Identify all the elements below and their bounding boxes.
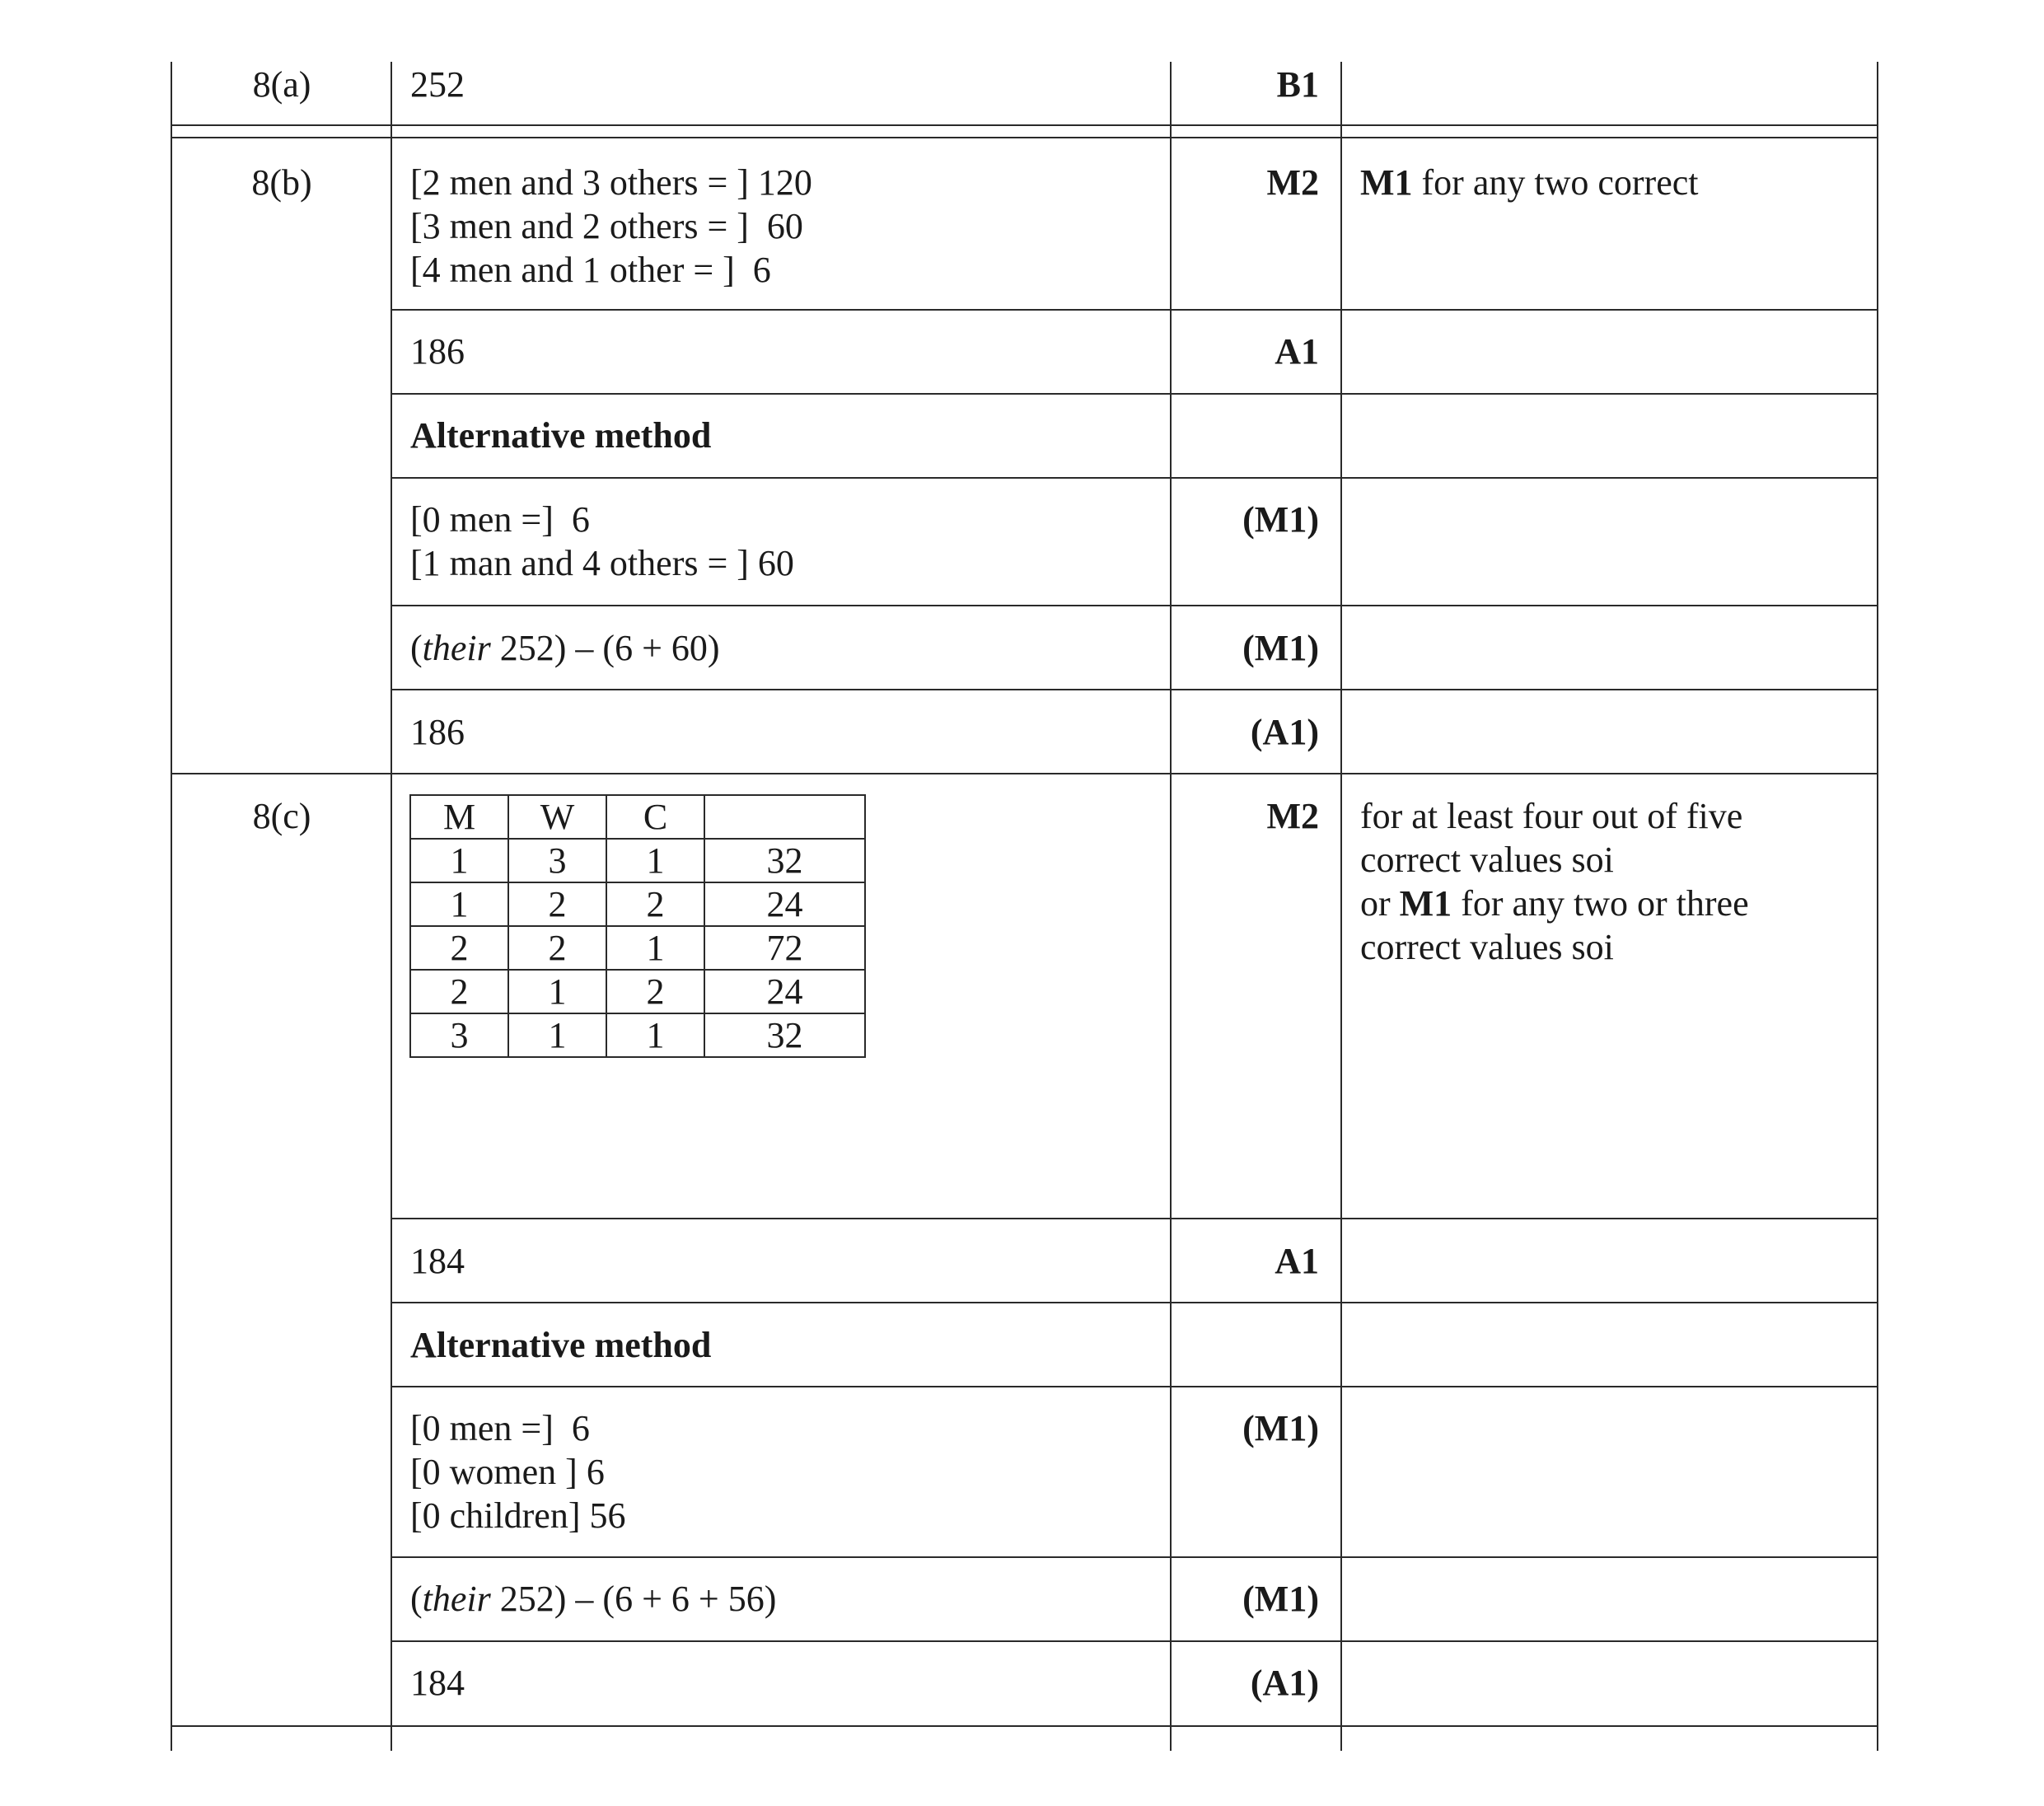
alt-final-8b: 186: [410, 712, 465, 752]
table-row: [410, 1013, 865, 1057]
table-cell: 1: [410, 882, 508, 926]
row-divider: [391, 689, 1878, 690]
alt-mark: (A1): [1250, 1663, 1319, 1703]
guidance-bold: M1: [1360, 162, 1413, 203]
alt-final-8c: 184: [410, 1663, 465, 1703]
question-number-8b: 8(b): [251, 162, 312, 203]
guidance-line: correct values soi: [1360, 927, 1614, 967]
table-cell: 3: [410, 1013, 508, 1057]
column-border-answer: [1170, 62, 1172, 1751]
row-divider-8a-bottom: [171, 137, 1878, 138]
alternative-method-heading: Alternative method: [410, 415, 712, 456]
row-divider: [391, 1556, 1878, 1558]
answer-line: [2 men and 3 others = ] 120: [410, 162, 812, 203]
answer-8a: 252: [410, 64, 465, 105]
table-header-row: [410, 795, 865, 839]
paren: (: [410, 1579, 423, 1619]
table-cell: 72: [704, 926, 865, 970]
row-divider: [391, 1218, 1878, 1219]
mark-8b: M2: [1266, 162, 1319, 203]
column-border-right: [1877, 62, 1878, 1751]
column-border-marks: [1340, 62, 1342, 1751]
row-divider: [391, 1302, 1878, 1303]
table-cell: 1: [606, 1013, 704, 1057]
guidance-text: or: [1360, 883, 1400, 924]
working-text: 252) – (6 + 60): [490, 628, 720, 668]
column-border-question: [391, 62, 392, 1751]
guidance-8b: [1360, 161, 1698, 204]
table-cell: 24: [704, 970, 865, 1013]
table-cell: 2: [508, 882, 606, 926]
header-cell: [704, 795, 865, 839]
row-divider: [391, 605, 1878, 606]
row-divider: [391, 309, 1878, 311]
header-cell: C: [606, 795, 704, 839]
guidance-text: for any two or three: [1452, 883, 1749, 924]
their-word: their: [422, 628, 491, 668]
final-answer-8b: 186: [410, 331, 465, 372]
row-divider: [391, 1640, 1878, 1642]
table-row: [410, 970, 865, 1013]
answer-line: [0 children] 56: [410, 1495, 626, 1536]
table-row: [410, 839, 865, 882]
mark-8c: M2: [1266, 796, 1319, 836]
final-mark-8b: A1: [1275, 331, 1319, 372]
row-divider: [391, 393, 1878, 395]
table-row: [410, 882, 865, 926]
alt-mark: (A1): [1250, 712, 1319, 752]
paren: (: [410, 628, 423, 668]
guidance-line: for at least four out of five: [1360, 796, 1743, 836]
final-answer-8c: 184: [410, 1241, 465, 1281]
alternative-method-heading: Alternative method: [410, 1325, 712, 1365]
guidance-bold: M1: [1399, 883, 1452, 924]
table-cell: 2: [410, 970, 508, 1013]
combinations-table: [409, 794, 866, 1058]
header-cell: M: [410, 795, 508, 839]
row-divider-8a-top: [171, 124, 1878, 126]
table-cell: 32: [704, 1013, 865, 1057]
question-number-8c: 8(c): [252, 796, 311, 836]
table-cell: 1: [606, 839, 704, 882]
alt-mark: (M1): [1242, 499, 1319, 540]
table-cell: 1: [508, 1013, 606, 1057]
answer-line: [1 man and 4 others = ] 60: [410, 543, 794, 583]
row-divider: [391, 477, 1878, 479]
table-cell: 2: [606, 882, 704, 926]
guidance-text: for any two correct: [1412, 162, 1699, 203]
table-cell: 1: [410, 839, 508, 882]
table-row: [410, 926, 865, 970]
table-cell: 3: [508, 839, 606, 882]
guidance-line: correct values soi: [1360, 840, 1614, 880]
answer-line: [4 men and 1 other = ] 6: [410, 250, 771, 290]
guidance-line: [1360, 882, 1749, 925]
table-cell: 2: [410, 926, 508, 970]
row-divider-8b-8c: [171, 773, 1878, 774]
answer-line: [0 women ] 6: [410, 1452, 605, 1492]
answer-line: [3 men and 2 others = ] 60: [410, 206, 803, 246]
table-cell: 2: [606, 970, 704, 1013]
row-divider-bottom: [171, 1725, 1878, 1727]
answer-line: [0 men =] 6: [410, 1408, 590, 1448]
table-cell: 32: [704, 839, 865, 882]
header-cell: W: [508, 795, 606, 839]
mark-8a: B1: [1276, 64, 1319, 105]
table-cell: 24: [704, 882, 865, 926]
alt-mark: (M1): [1242, 1579, 1319, 1619]
alt-working-8c: [410, 1577, 776, 1621]
their-word: their: [422, 1579, 491, 1619]
alt-working-8b: [410, 626, 720, 670]
table-cell: 1: [606, 926, 704, 970]
answer-line: [0 men =] 6: [410, 499, 590, 540]
working-text: 252) – (6 + 6 + 56): [490, 1579, 777, 1619]
alt-mark: (M1): [1242, 1408, 1319, 1448]
table-cell: 1: [508, 970, 606, 1013]
table-cell: 2: [508, 926, 606, 970]
column-border-left: [171, 62, 172, 1751]
row-divider: [391, 1386, 1878, 1387]
final-mark-8c: A1: [1275, 1241, 1319, 1281]
question-number-8a: 8(a): [252, 64, 311, 105]
alt-mark: (M1): [1242, 628, 1319, 668]
